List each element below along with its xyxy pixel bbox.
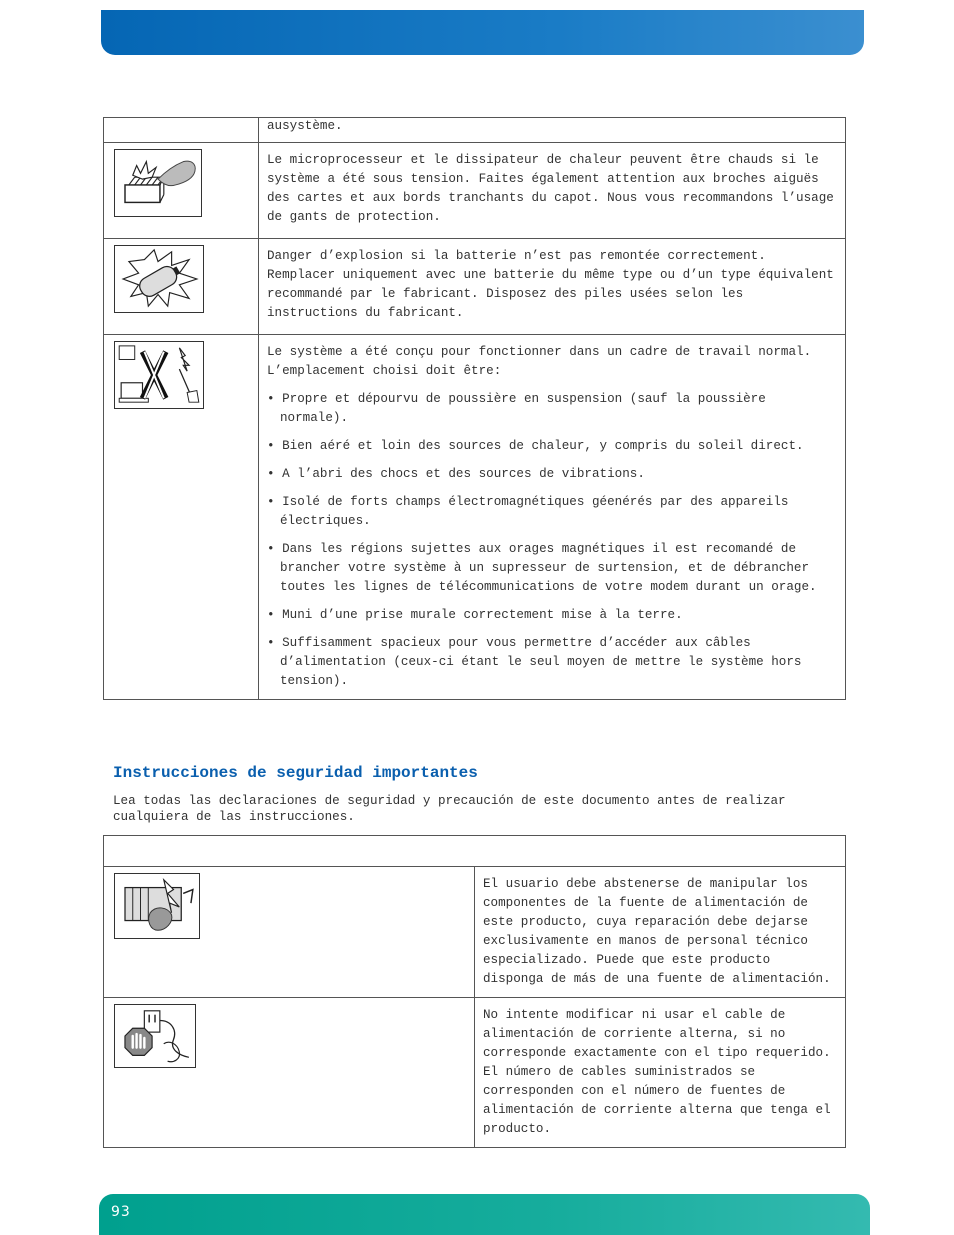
table-row	[104, 143, 846, 239]
text-cell	[259, 143, 846, 239]
bullet-item: • Bien aéré et loin des sources de chaleur, y compris du soleil direct.	[267, 439, 804, 453]
header-bar	[101, 10, 864, 55]
bullet-item: • Suffisamment spacieux pour vous permettre d’accéder aux câbles d’alimentation (ceux-ci étant le seul moyen de mettre le système hors tension).	[267, 636, 802, 688]
warning-text: El usuario debe abstenerse de manipular los componentes de la fuente de alimentación de este producto, cuya reparación debe dejarse exclusivamente en manos de personal técnico especializado. Puede que este producto disponga de más de una fuente de alimentación.	[483, 877, 831, 986]
power-cord-stop-icon	[114, 1004, 196, 1068]
icon-cell	[104, 239, 259, 335]
warning-text: ausystème.	[267, 119, 343, 133]
icon-cell	[104, 118, 259, 143]
battery-explosion-icon	[114, 245, 204, 313]
text-cell	[259, 239, 846, 335]
page-number: 93	[111, 1204, 131, 1220]
bullet-item: • Dans les régions sujettes aux orages magnétiques il est recomandé de brancher votre système à un supresseur de surtension, et de débrancher toutes les lignes de télécommunications de votre modem durant un orage.	[267, 542, 817, 594]
bullet-item: • Propre et dépourvu de poussière en suspension (sauf la poussière normale).	[267, 392, 766, 425]
warning-table-spanish	[103, 835, 846, 1148]
warning-text: No intente modificar ni usar el cable de alimentación de corriente alterna, si no corresponde exactamente con el tipo requerido. El número de cables suministrados se corresponden con el número de fuentes de alimentación de corriente alterna que tenga el producto.	[483, 1008, 831, 1136]
icon-cell	[104, 998, 475, 1148]
section-intro: Lea todas las declaraciones de seguridad y precaución de este documento antes de realizar cualquiera de las instrucciones.	[113, 794, 786, 824]
warning-text: Le système a été conçu pour fonctionner dans un cadre de travail normal. L’emplacement choisi doit être:	[267, 345, 812, 378]
bullet-item: • A l’abri des chocs et des sources de vibrations.	[267, 467, 645, 481]
footer-bar	[99, 1194, 870, 1235]
warning-text: Le microprocesseur et le dissipateur de chaleur peuvent être chauds si le système a été sous tension. Faites également attention aux broches aiguës des cartes et aux bords tranchants du capot. Nous vous recommandons l’usage de gants de protection.	[267, 153, 834, 224]
text-cell	[475, 998, 846, 1148]
table-header	[104, 836, 846, 867]
table-row	[104, 335, 846, 700]
text-cell	[475, 867, 846, 998]
power-supply-hazard-icon	[114, 873, 200, 939]
environment-hazards-icon	[114, 341, 204, 409]
icon-cell	[104, 335, 259, 700]
icon-cell	[104, 143, 259, 239]
warning-table-french	[103, 117, 846, 700]
table-header-row	[104, 836, 846, 867]
table-row	[104, 118, 846, 143]
hot-heatsink-icon	[114, 149, 202, 217]
table-row	[104, 998, 846, 1148]
text-cell	[259, 118, 846, 143]
table-row	[104, 867, 846, 998]
warning-text: Danger d’explosion si la batterie n’est pas remontée correctement. Remplacer uniquement avec une batterie du même type ou d’un type équivalent recommandé par le fabricant. Disposez des piles usées selon les instructions du fabricant.	[267, 249, 834, 320]
text-cell	[259, 335, 846, 700]
bullet-item: • Muni d’une prise murale correctement mise à la terre.	[267, 608, 683, 622]
section-title: Instrucciones de seguridad importantes	[113, 764, 478, 782]
table-row	[104, 239, 846, 335]
bullet-item: • Isolé de forts champs électromagnétiques géenérés par des appareils électriques.	[267, 495, 789, 528]
icon-cell	[104, 867, 475, 998]
